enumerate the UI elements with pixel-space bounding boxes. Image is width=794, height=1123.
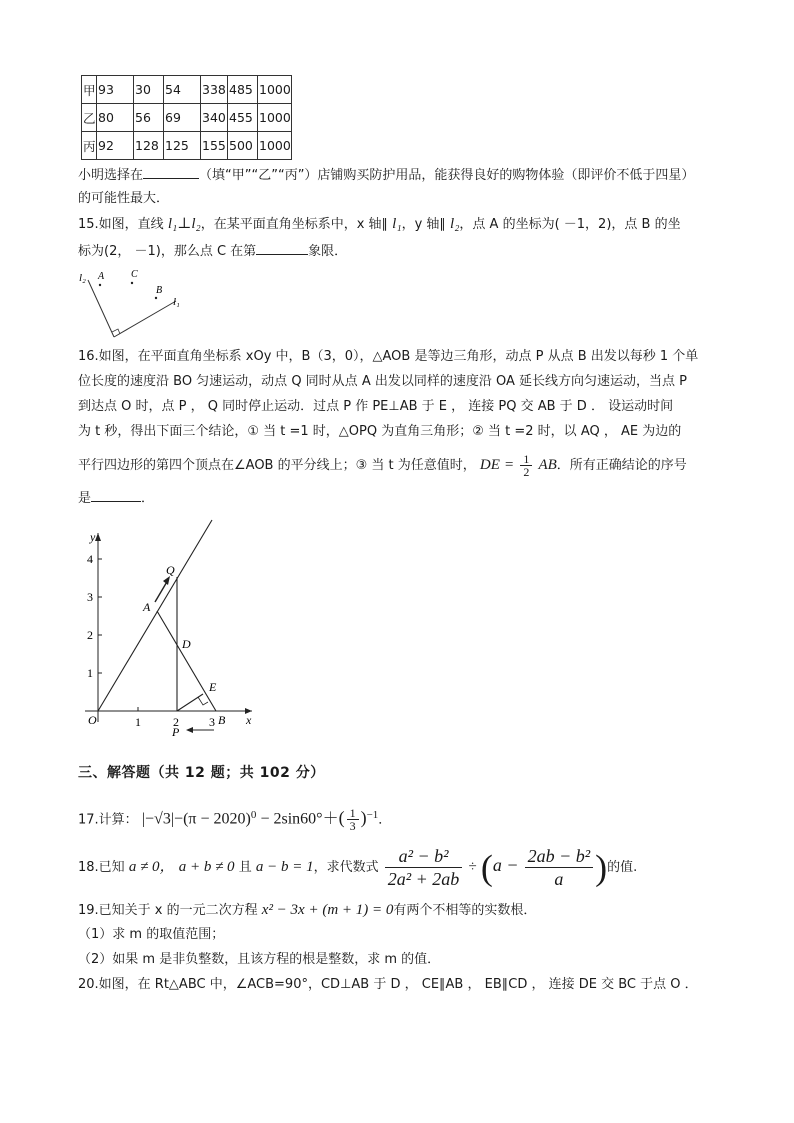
point-C [131,282,133,284]
right-angle-E [198,697,208,705]
q16-line4: 为 t 秒，得出下面三个结论，① 当 t =1 时，△OPQ 为直角三角形；② 当 t =2 时，以 AQ ， AE 为边的 [78,424,682,439]
label-B: B [218,713,226,727]
q16-figure [78,515,278,750]
q14-line1 [78,164,694,186]
table-cell: 30 [134,76,164,104]
q17-term3: − 2sin60°＋ [260,810,339,828]
line-OA-extended [98,520,212,711]
q15-text-6: 象限． [308,244,348,259]
q16-math-de: DE [479,457,500,473]
q17-abs: |−√3| [141,810,175,828]
q18-paren-a: a − [492,855,519,875]
x-axis-label: x [246,713,252,727]
q17-frac-den: 3 [349,819,356,834]
q18-text-a: 18.已知 [78,860,125,875]
q16-line5 [78,453,687,478]
table-cell: 93 [97,76,134,104]
q15-math-l2: l₂ [450,216,460,232]
table-cell: 125 [164,132,201,160]
q18-den2: a [554,869,564,889]
table-cell: 54 [164,76,201,104]
section-heading: 三、解答题（共 12 题；共 102 分） [78,765,325,781]
q17-exp-neg1: −1 [366,809,379,821]
table-cell: 92 [97,132,134,160]
q18-cond2: a + b ≠ 0 [178,859,235,875]
q19-text-b: 有两个不相等的实数根． [393,903,537,918]
table-cell: 455 [228,104,258,132]
x-tick-label-3: 3 [209,715,215,729]
q16-fraction [520,453,532,478]
table-cell: 1000 [258,132,292,160]
q15-text-1: 15.如图，直线 [78,217,164,232]
q16-line3: 到达点 O 时，点 P ， Q 同时停止运动．过点 P 作 PE⊥AB 于 E ， 连接 PQ 交 AB 于 D ． 设运动时间 [78,399,674,414]
q16-text-5b: ．所有正确结论的序号 [556,458,687,473]
point-B [155,297,157,299]
q14-text-b: （填“甲”“乙”“丙”）店铺购买防护用品，能获得良好的购物体验（即评价不低于四星） [199,168,695,183]
label-B: B [156,285,163,296]
q17-end: ． [378,812,392,828]
table-cell: 155 [201,132,228,160]
q18-line: 18.已知 a ≠ 0， a + b ≠ 0 且 a − b = 1，求代数式 $\frac{\text{a² − b²}}{\text{2a² + 2ab}}$ ÷ (a − $\frac{\text{2ab − b²}}{a}$ )的值. [78,846,638,889]
q16-frac-num: 1 [520,453,532,466]
point-A [99,284,101,286]
q19-text-a: 19.已知关于 x 的一元二次方程 [78,903,258,918]
q15-text-5: 标为(2， －1)，那么点 C 在第 [78,244,257,259]
table-body [82,76,292,160]
q18-num2: 2ab − b² [525,845,594,868]
q18-fraction2 [525,845,594,890]
q15-math-l1: l₁ [392,216,402,232]
q18-text-b: 且 [238,860,252,875]
q15-text-3: ，y 轴∥ [401,217,446,232]
q15-line2 [78,240,347,262]
q17-fraction [347,807,359,832]
label-P: P [172,725,180,739]
q14-text-c: 的可能性最大． [78,191,170,206]
shop-rating-table [81,75,292,160]
table-cell: 1000 [258,104,292,132]
table-cell: 128 [134,132,164,160]
q14-line2 [78,189,169,209]
label-D: D [182,637,191,651]
table-cell: 80 [97,104,134,132]
q16-line2: 位长度的速度沿 BO 匀速运动，动点 Q 同时从点 A 出发以同样的速度沿 OA 延长线方向匀速运动，当点 P [78,374,687,389]
q19-item1: （1）求 m 的取值范围； [78,927,225,942]
q18-cond1: a ≠ 0， [128,859,175,875]
q17-label: 17.计算： [78,812,138,828]
line-l1 [114,301,176,337]
q14-answer-blank [143,164,199,179]
table-cell: 485 [228,76,258,104]
q17-exp0: 0 [250,809,257,821]
q19-line1 [78,900,536,921]
label-Q: Q [166,563,175,577]
q14-text-a: 小明选择在 [78,168,144,183]
line-l2 [88,280,114,337]
segment-AB [157,611,216,711]
table-cell: 338 [201,76,228,104]
q15-text-4: ，点 A 的坐标为( －1，2)，点 B 的坐 [459,217,681,232]
y-axis-arrow [95,533,101,541]
y-tick-label-2: 2 [87,628,93,642]
q19-equation: x² − 3x + (m + 1) = 0 [261,902,394,918]
q16-line1: 16.如图，在平面直角坐标系 xOy 中，B（3，0），△AOB 是等边三角形，动点 P 从点 B 出发以每秒 1 个单 [78,349,699,364]
y-tick-label-1: 1 [87,666,93,680]
q18-cond3: a − b = 1 [255,859,314,875]
y-tick-label-3: 3 [87,590,93,604]
q16-frac-den: 2 [523,465,530,479]
label-l2: l₂ [79,272,86,284]
shop-name-cell: 丙 [82,132,97,160]
q16-math-ab: AB [538,457,557,473]
x-tick-label-1: 1 [135,715,141,729]
q15-math-perp: l₁⊥l₂ [167,216,201,232]
q18-divide: ÷ [468,859,477,875]
q18-num1: a² − b² [385,845,463,868]
label-l1: l₁ [173,296,180,308]
q20-line1: 20.如图，在 Rt△ABC 中，∠ACB=90°，CD⊥AB 于 D ， CE∥AB ， EB∥CD ， 连接 DE 交 BC 于点 O ． [78,977,698,992]
x-tick-label-2: 2 [173,715,179,729]
table-row [82,132,292,160]
q15-answer-blank [256,240,308,255]
segment-PE [177,694,203,711]
label-C: C [131,269,138,280]
table-cell: 500 [228,132,258,160]
table-cell: 340 [201,104,228,132]
q15-line1 [78,214,681,235]
q15-text-2: ，在某平面直角坐标系中，x 轴∥ [200,217,389,232]
q16-math-eq: = [504,457,515,473]
q18-text-d: 的值. [607,860,638,875]
q16-text-5a: 平行四边形的第四个顶点在∠AOB 的平分线上；③ 当 t 为任意值时， [78,458,476,473]
arrow-P-head [186,727,193,733]
q16-text-6a: 是 [78,491,92,506]
q18-fraction1 [385,845,463,890]
table-row [82,76,292,104]
q17-line: 17.计算： $|-√3|-(\pi - 2020)^0 - 2\sin 60^\circ+$( $\frac{1}{3}$ )$^{-1}$． [78,806,392,834]
q15-figure [78,265,188,345]
q16-text-6b: ． [141,491,155,506]
shop-name-cell: 乙 [82,104,97,132]
shop-name-cell: 甲 [82,76,97,104]
label-E: E [209,680,217,694]
q16-line6 [78,487,154,509]
q17-term2: −(π − 2020) [174,810,251,828]
label-A: A [98,271,105,282]
q17-frac-num: 1 [347,807,359,820]
table-row [82,104,292,132]
table-cell: 1000 [258,76,292,104]
q19-item2: （2）如果 m 是非负整数，且该方程的根是整数，求 m 的值． [78,952,441,967]
table-cell: 56 [134,104,164,132]
table-cell: 69 [164,104,201,132]
y-axis-label: y [90,530,96,544]
y-tick-label-4: 4 [87,552,93,566]
label-O: O [88,713,97,727]
arrow-Q-head [163,576,170,585]
q18-text-c: ，求代数式 [313,860,379,875]
label-A: A [143,600,151,614]
right-angle-mark [112,329,120,334]
q18-den1: 2a² + 2ab [387,869,460,889]
q16-answer-blank [91,487,141,502]
